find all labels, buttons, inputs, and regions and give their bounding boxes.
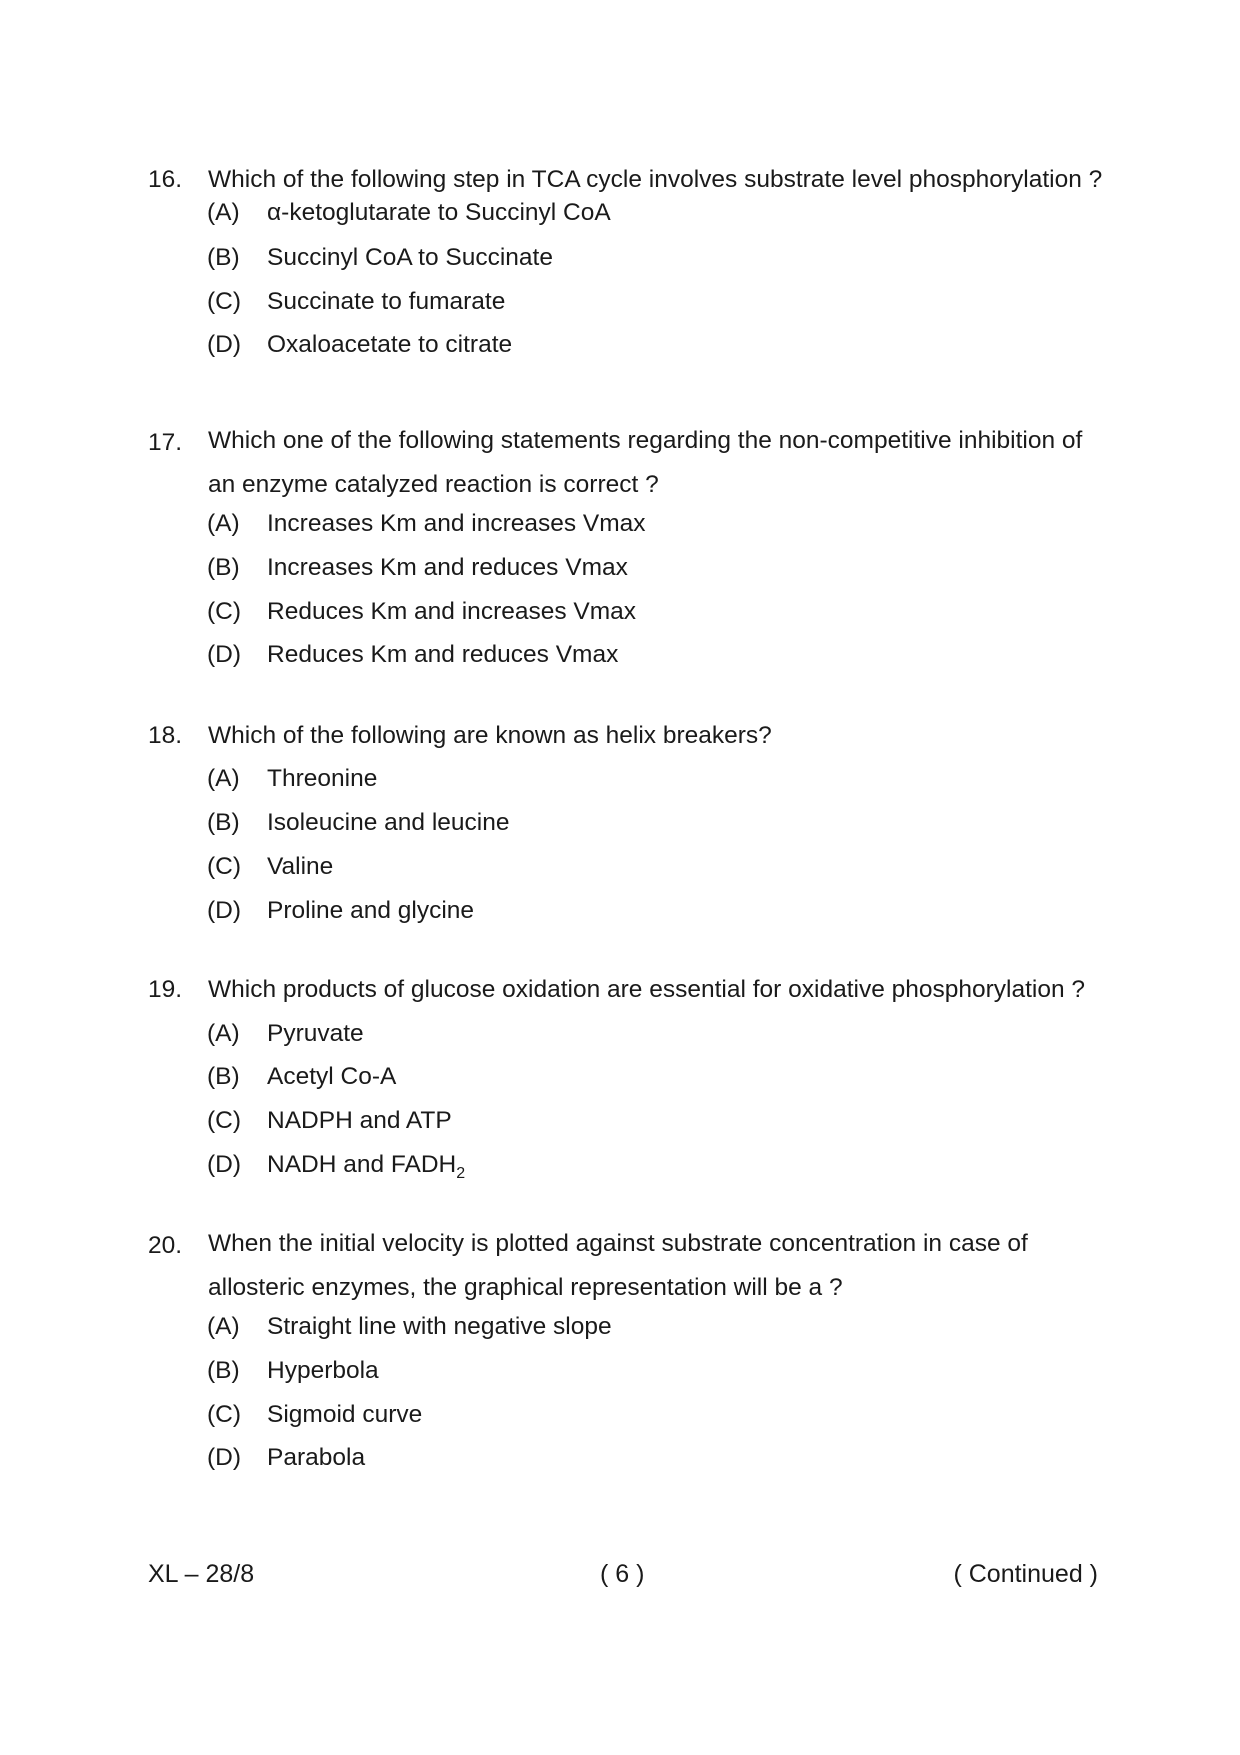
option-b [0,1357,1240,1397]
option-letter: (D) [207,641,242,668]
question-text: When the initial velocity is plotted against substrate concentration in case of allosteric enzymes, the graphical representation will be a ? [208,1230,1028,1301]
option-text: Increases Km and increases Vmax [267,510,646,537]
option-text: Straight line with negative slope [267,1313,612,1340]
option-text: Proline and glycine [267,897,475,924]
option-letter: (B) [207,809,240,836]
question-text: Which of the following step in TCA cycle involves substrate level phosphorylation ? [208,166,1103,193]
question-number: 17. [148,429,183,456]
option-a [0,1313,1240,1353]
question-number: 20. [148,1232,183,1259]
option-letter: (D) [207,1444,242,1471]
page-footer [0,1560,1240,1600]
question-text: Which products of glucose oxidation are essential for oxidative phosphorylation ? [208,976,1086,1003]
option-letter: (D) [207,331,242,358]
option-letter: (C) [207,288,242,315]
question-number: 19. [148,976,183,1003]
question-number: 16. [148,166,183,193]
option-a [0,199,1240,239]
option-letter: (D) [207,1151,242,1178]
option-letter: (A) [207,510,240,537]
option-letter: (B) [207,244,240,271]
option-c [0,1107,1240,1147]
option-c [0,1401,1240,1441]
option-letter: (C) [207,853,242,880]
option-text: Sigmoid curve [267,1401,423,1428]
option-text: Succinyl CoA to Succinate [267,244,553,271]
option-text-main: NADH and FADH [267,1151,457,1178]
option-text: Oxaloacetate to citrate [267,331,513,358]
option-b [0,809,1240,849]
option-b [0,554,1240,594]
option-letter: (A) [207,1020,240,1047]
option-letter: (B) [207,1357,240,1384]
option-letter: (B) [207,554,240,581]
option-a [0,510,1240,550]
option-text: Reduces Km and increases Vmax [267,598,637,625]
option-letter: (C) [207,598,242,625]
option-text: Pyruvate [267,1020,364,1047]
paper-code: XL – 28/8 [148,1560,255,1588]
question-number: 18. [148,722,183,749]
option-text: Isoleucine and leucine [267,809,510,836]
option-a [0,1020,1240,1060]
continued-label: ( Continued ) [953,1560,1098,1588]
option-a [0,765,1240,805]
option-d [0,641,1240,681]
option-letter: (A) [207,199,240,226]
option-c [0,288,1240,328]
option-text: NADPH and ATP [267,1107,452,1134]
option-letter: (D) [207,897,242,924]
option-c [0,598,1240,638]
option-letter: (C) [207,1107,242,1134]
option-d [0,331,1240,371]
question-text: Which of the following are known as helix breakers? [208,722,772,749]
option-d [0,1151,1240,1191]
option-text: Succinate to fumarate [267,288,506,315]
option-text: Acetyl Co-A [267,1063,397,1090]
option-text: Increases Km and reduces Vmax [267,554,628,581]
option-c [0,853,1240,893]
option-letter: (B) [207,1063,240,1090]
option-text [267,1151,466,1182]
question-text: Which one of the following statements regarding the non-competitive inhibition of an enzyme catalyzed reaction is correct ? [208,427,1083,498]
option-letter: (C) [207,1401,242,1428]
option-text: Threonine [267,765,378,792]
page-number: ( 6 ) [600,1560,645,1588]
option-text: Hyperbola [267,1357,379,1384]
option-d [0,897,1240,937]
option-d [0,1444,1240,1484]
option-text: α-ketoglutarate to Succinyl CoA [267,199,611,226]
option-text: Reduces Km and reduces Vmax [267,641,619,668]
option-b [0,1063,1240,1103]
option-b [0,244,1240,284]
subscript: 2 [456,1165,466,1182]
option-letter: (A) [207,1313,240,1340]
option-text: Valine [267,853,334,880]
option-text: Parabola [267,1444,366,1471]
option-letter: (A) [207,765,240,792]
